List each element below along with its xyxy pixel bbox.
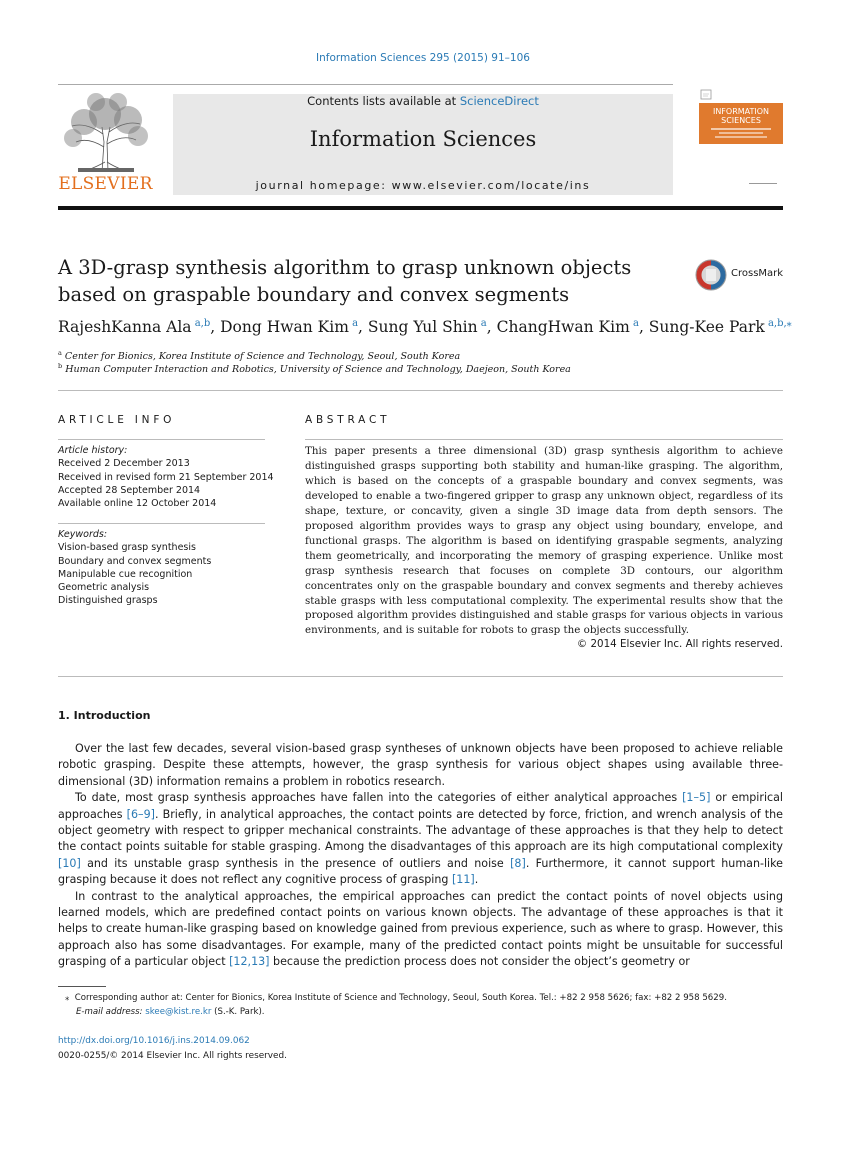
journal-reference[interactable]: Information Sciences 295 (2015) 91–106 [316,52,530,64]
affiliation-mark: a [58,349,62,357]
crossmark-icon [695,258,727,292]
sciencedirect-link[interactable]: ScienceDirect [459,94,539,108]
email-label: E-mail address: [76,1007,146,1018]
journal-cover[interactable] [699,88,783,188]
author-list [58,318,798,336]
author-name: Dong Hwan Kim [220,318,349,337]
doi-link[interactable]: http://dx.doi.org/10.1016/j.ins.2014.09.062 [58,1036,250,1046]
affiliation-text: Human Computer Interaction and Robotics, University of Science and Technology, Daejeon, South Korea [65,364,571,376]
abstract-heading: ABSTRACT [305,414,391,426]
keyword-item: Vision-based grasp synthesis [58,542,196,554]
affiliation-a [58,349,460,362]
history-item: Available online 12 October 2014 [58,498,217,510]
paragraph-text: and its unstable grasp synthesis in the presence of outliers and noise [80,856,511,870]
affiliation-b [58,362,571,375]
intro-paragraph [58,790,783,888]
author-name: Sung-Kee Park [648,318,765,337]
paragraph-text: . Briefly, in analytical approaches, the contact points are detected by force, friction, and wrench analysis of the object geometry with respect to gripper mechanical constraints. The advantage of these approaches is that they help to detect the contact points suitable for stable grasping. Among the disadvantages of this approach are its high computational complexity [58,807,783,854]
paragraph-text: . [474,873,479,887]
citation-link[interactable]: [10] [58,856,81,870]
history-item: Received in revised form 21 September 2014 [58,471,274,483]
keyword-item: Manipulable cue recognition [58,568,193,580]
paragraph-text: In contrast to the analytical approaches, the empirical approaches can predict the contact points of novel objects using learned models, which are predefined contact points on various known objects. The advantage of these approaches is that it helps to create human-like grasping based on knowledge gained from previous experience, such as where to grasp. However, this approach also has some disadvantages. For example, many of the predicted contact points might be unsuitable for successful grasping of a particular object [58,889,783,969]
citation-link[interactable]: [8] [510,856,526,870]
keywords-rule [58,523,265,524]
keywords-label: Keywords: [58,529,108,540]
doi-block [58,1034,287,1063]
author-separator: , [638,318,649,337]
keyword-item: Distinguished grasps [58,595,158,607]
author-affiliation-mark[interactable]: a,b,⁎ [764,318,792,329]
history-label: Article history: [58,445,128,456]
footnote-text: Corresponding author at: Center for Bionics, Korea Institute of Science and Technology, Seoul, South Korea. Tel.: +82 2 958 5626; fax: +82 2 958 5629. [74,993,727,1003]
contents-prefix: Contents lists available at [307,94,460,108]
crossmark-badge[interactable] [695,258,785,292]
section-rule [58,390,783,391]
footnote-email-line [58,1005,783,1019]
introduction-heading: 1. Introduction [58,709,151,722]
keyword-item: Boundary and convex segments [58,555,212,567]
history-item: Received 2 December 2013 [58,458,190,470]
keywords [58,528,268,608]
email-suffix: (S.-K. Park). [211,1007,265,1018]
author-separator: , [486,318,497,337]
footnote-line [58,991,783,1005]
affiliation-text: Center for Bionics, Korea Institute of Science and Technology, Seoul, South Korea [64,351,461,363]
paragraph-text: because the prediction process does not consider the object’s geometry or [269,955,690,969]
homepage-prefix: journal homepage: [255,179,392,192]
cover-title: INFORMATION SCIENCES [712,107,770,125]
paragraph-text: To date, most grasp synthesis approaches have fallen into the categories of either analytical approaches [75,791,683,805]
contents-line [173,94,673,108]
elsevier-wordmark: ELSEVIER [58,174,153,194]
author-affiliation-mark[interactable]: a,b [191,318,211,329]
citation-link[interactable]: [12,13] [229,955,270,969]
elsevier-logo[interactable] [58,92,153,196]
author-name: RajeshKanna Ala [58,318,192,337]
footnote [58,991,783,1019]
abstract-rule [305,439,783,440]
footnote-rule [58,986,106,987]
top-rule [58,84,673,85]
introduction-body [58,741,783,971]
article-title: A 3D-grasp synthesis algorithm to grasp unknown objects based on graspable boundary and convex segments [58,256,632,306]
article-history [58,444,274,510]
author-affiliation-mark[interactable]: a [629,318,639,329]
header-thick-rule [58,206,783,210]
affiliation-mark: b [58,362,63,370]
author-name: ChangHwan Kim [496,318,630,337]
email-link[interactable]: skee@kist.re.kr [145,1007,212,1018]
abstract-text: This paper presents a three dimensional (3D) grasp synthesis algorithm to achieve distinguished grasps supporting both stability and human-like grasping. The algorithm, which is based on the concepts of a graspable boundary and convex segments, was developed to enable a two-fingered gripper to grasp any unknown object, regardless of its shape, texture, or concavity, given a single 3D image data from depth sensors. The proposed algorithm provides ways to grasp any object using boundary, envelope, and functional grasps. The algorithm is based on identifying graspable segments, analyzing them geometrically, and incorporating the memory of grasping experience. Unlike most grasp synthesis research that focuses on complete 3D contours, our algorithm concentrates only on the graspable boundary and convex segments and thereby achieves stable grasps with less computational complexity. The experimental results show that the proposed algorithm provides distinguished and stable grasps for various objects in various environments, and is suitable for robots to grasp the objects successfully. [305,445,783,637]
abstract-copyright: © 2014 Elsevier Inc. All rights reserved. [576,638,783,650]
citation-link[interactable]: [1–5] [682,791,711,805]
intro-paragraph [58,889,783,971]
history-item: Accepted 28 September 2014 [58,484,201,496]
author-affiliation-mark[interactable]: a [348,318,359,329]
cover-bottom-mark [749,183,777,184]
author-separator: , [358,318,368,337]
homepage-url[interactable]: www.elsevier.com/locate/ins [391,179,591,192]
journal-banner [173,94,673,195]
article-info-rule [58,439,265,440]
crossmark-label: CrossMark [731,268,784,279]
issn-line: 0020-0255/© 2014 Elsevier Inc. All rights reserved. [58,1050,287,1061]
keyword-item: Geometric analysis [58,582,150,594]
paragraph-text: or empirical approaches [58,791,784,821]
author-separator: , [210,318,221,337]
cover-line [711,128,771,130]
intro-paragraph: Over the last few decades, several vision-based grasp syntheses of unknown objects have been proposed to achieve reliable robotic grasping. Despite these attempts, however, the grasp synthesis for various object shapes using available three-dimensional (3D) information remains a problem in robotics research. [58,742,783,788]
journal-homepage [173,179,673,192]
cover-title-box [699,103,783,144]
section-rule [58,676,783,677]
paragraph-text: . Furthermore, it cannot support human-like grasping because it does not reflect any cognitive process of grasping [58,856,783,887]
author-affiliation-mark[interactable]: a [477,318,487,329]
cover-line [719,132,763,134]
journal-title: Information Sciences [309,127,537,151]
cover-line [715,136,767,138]
author-name: Sung Yul Shin [367,318,478,337]
elsevier-tree-icon [58,92,153,174]
footnote-mark: ⁎ [65,993,70,1003]
citation-link[interactable]: [11] [451,873,475,887]
cover-top-icon [699,89,783,103]
article-info-heading: ARTICLE INFO [58,414,176,426]
citation-link[interactable]: [6–9] [126,807,155,821]
